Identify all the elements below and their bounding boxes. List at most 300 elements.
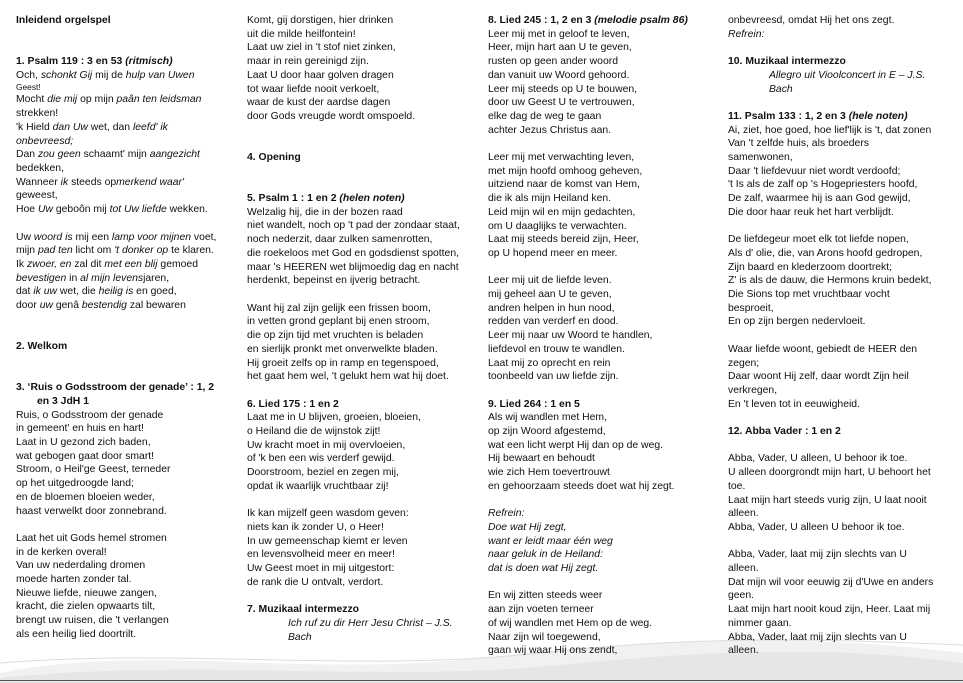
text-line [728, 247, 960, 261]
text-segment: gaan wij waar Hij ons zendt, [488, 645, 618, 657]
text-segment: Daar 't liefdevuur niet wordt verdoofd; [728, 165, 901, 177]
text-segment: (helen noten) [339, 193, 405, 205]
text-line [16, 614, 244, 628]
text-segment: Die Sions top met vruchtbaar vocht [728, 289, 890, 301]
text-line [16, 422, 244, 436]
text-line [728, 261, 960, 275]
spacer [247, 137, 483, 151]
text-line [247, 41, 483, 55]
text-segment: heilig is [98, 286, 134, 298]
text-line [16, 491, 244, 505]
text-line [247, 480, 483, 494]
spacer [728, 329, 960, 343]
text-line [728, 357, 960, 371]
text-segment: en 3 JdH 1 [37, 395, 89, 407]
text-segment: op het uitgedroogde land; [16, 478, 134, 490]
spacer [728, 96, 960, 110]
text-line [488, 247, 724, 261]
text-line [16, 505, 244, 519]
spacer [247, 494, 483, 508]
text-line [16, 463, 244, 477]
text-segment: Laat het uit Gods hemel stromen [16, 532, 167, 544]
text-line [488, 192, 724, 206]
text-line [16, 107, 244, 121]
text-segment: uit die milde heilfontein! [247, 28, 356, 40]
text-segment: wekken. [166, 204, 208, 216]
text-segment: o Heiland die de wijnstok zijt! [247, 426, 381, 437]
text-segment: ik uw [33, 286, 58, 298]
text-line [488, 466, 724, 480]
text-segment: dan Uw [52, 121, 88, 133]
text-segment: De liefdegeur moet elk tot liefde nopen, [728, 234, 909, 246]
text-line [247, 562, 483, 576]
section-heading [16, 14, 244, 28]
text-segment: merkend waar' [116, 176, 184, 188]
text-line [16, 231, 244, 245]
text-segment: Laat U door haar golven dragen [247, 69, 394, 81]
text-segment: want er leidt maar één weg [488, 535, 613, 547]
text-line [488, 41, 724, 55]
text-line [488, 124, 724, 138]
text-segment: 6. Lied 175 : 1 en 2 [247, 398, 339, 410]
text-line [728, 315, 960, 329]
text-segment: al mijn levens [80, 272, 144, 284]
text-line [247, 411, 483, 425]
text-segment: Ik [16, 258, 27, 270]
text-segment: Abba, Vader, laat mij zijn slechts van U [728, 631, 907, 643]
text-segment: rusten op geen ander woord [488, 56, 618, 68]
column-1 [16, 14, 244, 642]
text-segment: mij een [72, 231, 112, 243]
text-line [247, 548, 483, 562]
text-line [728, 233, 960, 247]
text-segment: Ruis, o Godsstroom der genade [16, 409, 164, 421]
text-line [728, 548, 960, 562]
text-line [488, 507, 724, 521]
text-line [488, 274, 724, 288]
text-segment: Laat mijn hart steeds vurig zijn, U laat nooit [728, 494, 927, 506]
text-segment: met mijn hoofd omhoog geheven, [488, 165, 643, 177]
text-line [16, 69, 244, 83]
text-segment: In uw gemeenschap kiemt er leven [247, 535, 408, 547]
text-line [488, 535, 724, 549]
text-line [488, 357, 724, 371]
column-2 [247, 14, 483, 644]
text-line [728, 288, 960, 302]
text-line [728, 494, 960, 508]
text-segment: die op zijn tijd met vruchten is beladen [247, 330, 424, 342]
text-segment: ik [60, 176, 69, 188]
text-line [16, 436, 244, 450]
section-heading [16, 340, 244, 354]
text-segment: schonkt Gij [40, 69, 93, 81]
section-heading [247, 151, 483, 165]
text-line [247, 439, 483, 453]
text-line [247, 55, 483, 69]
spacer [16, 326, 244, 340]
text-line [16, 573, 244, 587]
text-line [728, 603, 960, 617]
text-segment: Uw Geest moet in mij uitgestort: [247, 563, 395, 575]
text-segment: 5. Psalm 1 : 1 en 2 [247, 193, 340, 205]
text-line [728, 192, 960, 206]
text-segment: Leid mijn wil en mijn gedachten, [488, 206, 636, 218]
text-line [728, 206, 960, 220]
text-line [488, 165, 724, 179]
text-segment: door Gods vreugde wordt omspoeld. [247, 110, 416, 122]
text-segment: naar geluk in de Heiland: [488, 549, 603, 561]
text-segment: op mijn [77, 94, 117, 106]
spacer [728, 411, 960, 425]
section-heading [728, 110, 960, 124]
text-segment: bestendig [81, 300, 127, 312]
text-line [247, 302, 483, 316]
text-segment: in [66, 272, 81, 284]
text-segment: wet, die [57, 286, 99, 298]
text-segment: (ritmisch) [125, 56, 173, 68]
text-line [247, 261, 483, 275]
text-line [488, 96, 724, 110]
text-line [247, 219, 483, 233]
text-segment: en levensvolheid meer en meer! [247, 549, 395, 561]
text-line [728, 617, 960, 631]
text-segment: dan vanuit uw Woord gehoord. [488, 69, 630, 81]
text-segment: (melodie psalm 86) [594, 15, 688, 26]
text-segment: 2. Welkom [16, 341, 68, 353]
text-segment: waar de kust der aardse dagen [247, 97, 391, 109]
text-line [728, 137, 960, 151]
text-line [728, 631, 960, 645]
text-segment: zwoer, en [26, 258, 72, 270]
text-segment: alleen. [728, 563, 759, 575]
text-segment: de rank die U ontvalt, verdort. [247, 576, 384, 588]
text-line [728, 370, 960, 384]
text-segment: toonbeeld van uw liefde zijn. [488, 371, 619, 383]
text-segment: Abba, Vader, U alleen, U behoor ik toe. [728, 453, 908, 465]
text-segment: Heer, mijn hart aan U te geven, [488, 42, 632, 54]
text-line [16, 82, 244, 93]
spacer [16, 354, 244, 368]
text-segment: in gemeent' en huis en hart! [16, 423, 144, 435]
text-segment: Bach [288, 631, 312, 643]
text-segment: andren helpen in hun nood, [488, 302, 615, 314]
text-line [728, 398, 960, 412]
text-segment: zal bewaren [126, 300, 186, 312]
spacer [16, 518, 244, 532]
spacer [488, 576, 724, 590]
text-line [247, 83, 483, 97]
text-segment: Mocht [16, 94, 48, 106]
text-segment: Ai, ziet, hoe goed, hoe lief'lijk is 't, dat zonen [728, 124, 932, 136]
text-segment: 8. Lied 245 : 1, 2 en 3 [488, 15, 595, 26]
text-line [247, 206, 483, 220]
text-segment: mij de [92, 69, 126, 81]
text-line [247, 617, 483, 631]
text-line [728, 302, 960, 316]
text-segment: en gehoorzaam steeds doet wat hij zegt. [488, 480, 675, 492]
text-segment: mij geheel aan U te geven, [488, 289, 612, 301]
text-segment: noch nederzit, daar zulken samenrotten, [247, 234, 433, 246]
text-segment: Allegro uit Vioolconcert in E – J.S. [769, 69, 926, 81]
section-heading [247, 192, 483, 206]
text-line [16, 285, 244, 299]
text-line [728, 274, 960, 288]
text-segment: Welzalig hij, die in der bozen raad [247, 206, 403, 218]
text-line [247, 247, 483, 261]
text-line [728, 178, 960, 192]
text-segment: en sierlijk pronkt met onverwelkte bladen. [247, 343, 438, 355]
text-segment: besproeit, [728, 302, 774, 314]
spacer [728, 439, 960, 453]
text-line [16, 628, 244, 642]
text-segment: maar 's HEEREN wet blijmoedig dag en nacht [247, 261, 459, 273]
text-segment: uitziend naar de komst van Hem, [488, 179, 640, 191]
text-segment: Leer mij met verwachting leven, [488, 152, 635, 164]
text-segment: Van 't zelfde huis, als broeders [728, 138, 869, 150]
text-segment: 12. Abba Vader : 1 en 2 [728, 426, 841, 438]
text-line [247, 425, 483, 439]
text-segment: aan zijn voeten terneer [488, 604, 594, 616]
text-segment: herdenkt, bepeinst en ijverig betracht. [247, 275, 421, 287]
text-segment: Laat in U gezond zich baden, [16, 436, 151, 448]
text-segment: Stroom, o Heil'ge Geest, terneder [16, 464, 171, 476]
text-segment: Uw [37, 204, 53, 216]
text-segment: De zalf, waarmee hij is aan God gewijd, [728, 193, 911, 205]
spacer [728, 535, 960, 549]
text-line [247, 329, 483, 343]
text-segment: op U hopend meer en meer. [488, 247, 618, 259]
text-segment: Dat mijn wil voor eeuwig zij d'Uwe en anders [728, 576, 934, 588]
text-line [728, 452, 960, 466]
text-segment: Van uw nederdaling dromen [16, 560, 146, 572]
text-segment: redden van verderf en dood. [488, 316, 619, 328]
spacer [247, 589, 483, 603]
text-segment: Naar zijn wil toegewend, [488, 631, 601, 643]
text-line [488, 617, 724, 631]
text-segment: 7. Muzikaal intermezzo [247, 604, 360, 616]
text-segment: Laat me in U blijven, groeien, bloeien, [247, 412, 421, 424]
text-line [488, 480, 724, 494]
text-segment: geen. [728, 590, 755, 602]
text-line [728, 384, 960, 398]
text-segment: met een blij [104, 258, 158, 270]
spacer [16, 28, 244, 42]
spacer [16, 217, 244, 231]
text-segment: Laat mij zo oprecht en rein [488, 357, 611, 369]
spacer [247, 178, 483, 192]
text-segment: geweest, [16, 190, 58, 202]
text-segment: 4. Opening [247, 152, 301, 163]
text-line [728, 14, 960, 28]
text-segment: moede harten zonder tal. [16, 574, 132, 585]
text-segment: achter Jezus Christus aan. [488, 124, 612, 136]
text-line [728, 343, 960, 357]
section-heading [16, 395, 244, 409]
text-segment: U alleen doorgrondt mijn hart, U behoort het [728, 467, 931, 479]
text-line [488, 411, 724, 425]
text-segment: als een heilig lied doortrilt. [16, 628, 137, 640]
text-line [16, 546, 244, 560]
text-segment: Hoe [16, 204, 38, 216]
spacer [728, 41, 960, 55]
text-segment: haast verwelkt door zonnebrand. [16, 505, 167, 517]
text-line [488, 329, 724, 343]
section-heading [16, 381, 244, 395]
text-segment: woord is [33, 231, 73, 243]
text-segment: dat [16, 286, 34, 298]
text-line [16, 176, 244, 190]
section-heading [488, 398, 724, 412]
text-segment: onbevreesd; [16, 135, 74, 147]
text-line [247, 576, 483, 590]
text-line [488, 370, 724, 384]
text-line [488, 151, 724, 165]
text-line [16, 148, 244, 162]
text-segment: verkregen, [728, 384, 778, 396]
section-heading [247, 398, 483, 412]
text-line [728, 562, 960, 576]
text-line [488, 439, 724, 453]
text-line [728, 124, 960, 138]
text-line [488, 343, 724, 357]
text-segment: geboôn mij [52, 204, 110, 216]
text-segment: tot waar liefde nooit verkoelt, [247, 83, 380, 95]
text-segment: door [16, 300, 40, 312]
text-line [728, 576, 960, 590]
text-segment: paân ten leidsman [116, 94, 202, 106]
text-segment: Leer mij naar uw Woord te handlen, [488, 330, 653, 342]
text-segment: Refrein: [728, 28, 765, 40]
text-segment: alleen. [728, 645, 759, 657]
spacer [488, 384, 724, 398]
text-segment: Waar liefde woont, gebiedt de HEER den [728, 343, 918, 355]
text-segment: onbevreesd, omdat Hij het ons zegt. [728, 15, 895, 26]
text-line [488, 302, 724, 316]
section-heading [728, 425, 960, 439]
text-segment: bedekken, [16, 163, 64, 174]
text-line [16, 477, 244, 491]
text-line [488, 288, 724, 302]
text-segment: Ik kan mijzelf geen wasdom geven: [247, 508, 409, 520]
text-segment: Als wij wandlen met Hem, [488, 412, 607, 424]
text-segment: schaamt' mijn [80, 149, 150, 161]
text-segment: om U daaglijks te verwachten. [488, 220, 627, 232]
text-line [488, 603, 724, 617]
text-segment: voet, [191, 231, 217, 243]
text-segment: Nieuwe liefde, nieuwe zangen, [16, 587, 157, 599]
text-line [16, 135, 244, 149]
text-segment: liefdevol en trouw te wandlen. [488, 343, 625, 355]
text-segment: in vetten grond geplant bij enen stroom, [247, 316, 430, 328]
text-line [247, 370, 483, 384]
text-segment: Inleidend orgelspel [16, 15, 111, 26]
spacer [728, 220, 960, 234]
text-segment: Dan [16, 149, 38, 161]
spacer [16, 313, 244, 327]
text-line [488, 315, 724, 329]
text-segment: wet, dan [87, 121, 133, 133]
text-segment: in de kerken overal! [16, 546, 107, 558]
text-line [247, 521, 483, 535]
text-segment: 1. Psalm 119 : 3 en 53 [16, 56, 126, 68]
text-segment: niets kan ik zonder U, o Heer! [247, 521, 384, 533]
text-segment: en goed, [133, 286, 177, 298]
text-segment: 11. Psalm 133 : 1, 2 en 3 [728, 110, 849, 122]
text-line [488, 644, 724, 658]
text-segment: Bach [769, 83, 793, 95]
text-segment: door uw Geest U te vertrouwen, [488, 97, 635, 109]
text-segment: Wanneer [16, 176, 61, 188]
text-line [488, 178, 724, 192]
text-line [728, 466, 960, 480]
text-segment: hulp van Uwen [125, 69, 195, 81]
text-segment: Z' is als de dauw, die Hermons kruin bedekt, [728, 275, 932, 287]
text-segment: het gaat hem wel, 't gelukt hem wat hij doet. [247, 371, 449, 383]
text-segment: steeds op [68, 176, 117, 188]
text-line [488, 69, 724, 83]
spacer [488, 261, 724, 275]
text-segment: Daar woont Hij zelf, daar wordt Zijn heil [728, 371, 909, 383]
text-line [728, 507, 960, 521]
section-heading [728, 55, 960, 69]
text-segment: Och, [16, 69, 41, 81]
text-segment: Abba, Vader, laat mij zijn slechts van U [728, 549, 907, 561]
text-segment: Als d' olie, die, van Arons hoofd gedropen, [728, 247, 923, 259]
text-segment: niet wandelt, noch op 't pad der zondaar staat, [247, 220, 460, 232]
column-4 [728, 14, 960, 658]
text-segment: Die door haar reuk het hart verblijdt. [728, 206, 894, 218]
text-line [488, 83, 724, 97]
text-segment: 'k Hield [16, 121, 53, 133]
text-line [247, 535, 483, 549]
text-segment: leefd' ik [132, 121, 168, 133]
text-segment: zou geen [37, 149, 81, 161]
text-line [728, 165, 960, 179]
text-segment: strekken! [16, 108, 59, 120]
text-segment: Laat mijn hart nooit koud zijn, Heer. Laat mij [728, 604, 931, 616]
text-line [16, 244, 244, 258]
text-segment: Refrein: [488, 508, 525, 520]
text-segment: Hij bewaart en behoudt [488, 453, 595, 465]
text-line [247, 452, 483, 466]
text-line [16, 587, 244, 601]
text-line [488, 521, 724, 535]
text-segment: Abba, Vader, U alleen U behoor ik toe. [728, 521, 905, 533]
text-segment: Doe wat Hij zegt, [488, 521, 567, 533]
text-line [488, 206, 724, 220]
text-line [16, 203, 244, 217]
text-segment: maar in rein gereinigd zijn. [247, 56, 369, 68]
text-line [488, 28, 724, 42]
text-segment: En op zijn bergen nedervloeit. [728, 316, 866, 328]
section-heading [247, 603, 483, 617]
text-segment: tot Uw liefde [109, 204, 167, 216]
text-line [247, 28, 483, 42]
text-segment: Hij groeit zelfs op in ramp en tegenspoed, [247, 357, 439, 369]
text-line [488, 589, 724, 603]
text-segment: bevestigen [16, 272, 67, 284]
text-line [16, 409, 244, 423]
text-segment: jaren, [143, 272, 170, 284]
text-line [16, 272, 244, 286]
text-segment: licht om [72, 245, 115, 257]
text-segment: Zijn baard en klederzoom doortrekt; [728, 261, 893, 273]
text-line [247, 507, 483, 521]
text-segment: of 'k ben een wis verderf gewijd. [247, 453, 395, 465]
text-line [16, 532, 244, 546]
text-segment: opdat ik waarlijk vruchtbaar zij! [247, 480, 389, 492]
text-segment: gemoed [157, 258, 198, 270]
